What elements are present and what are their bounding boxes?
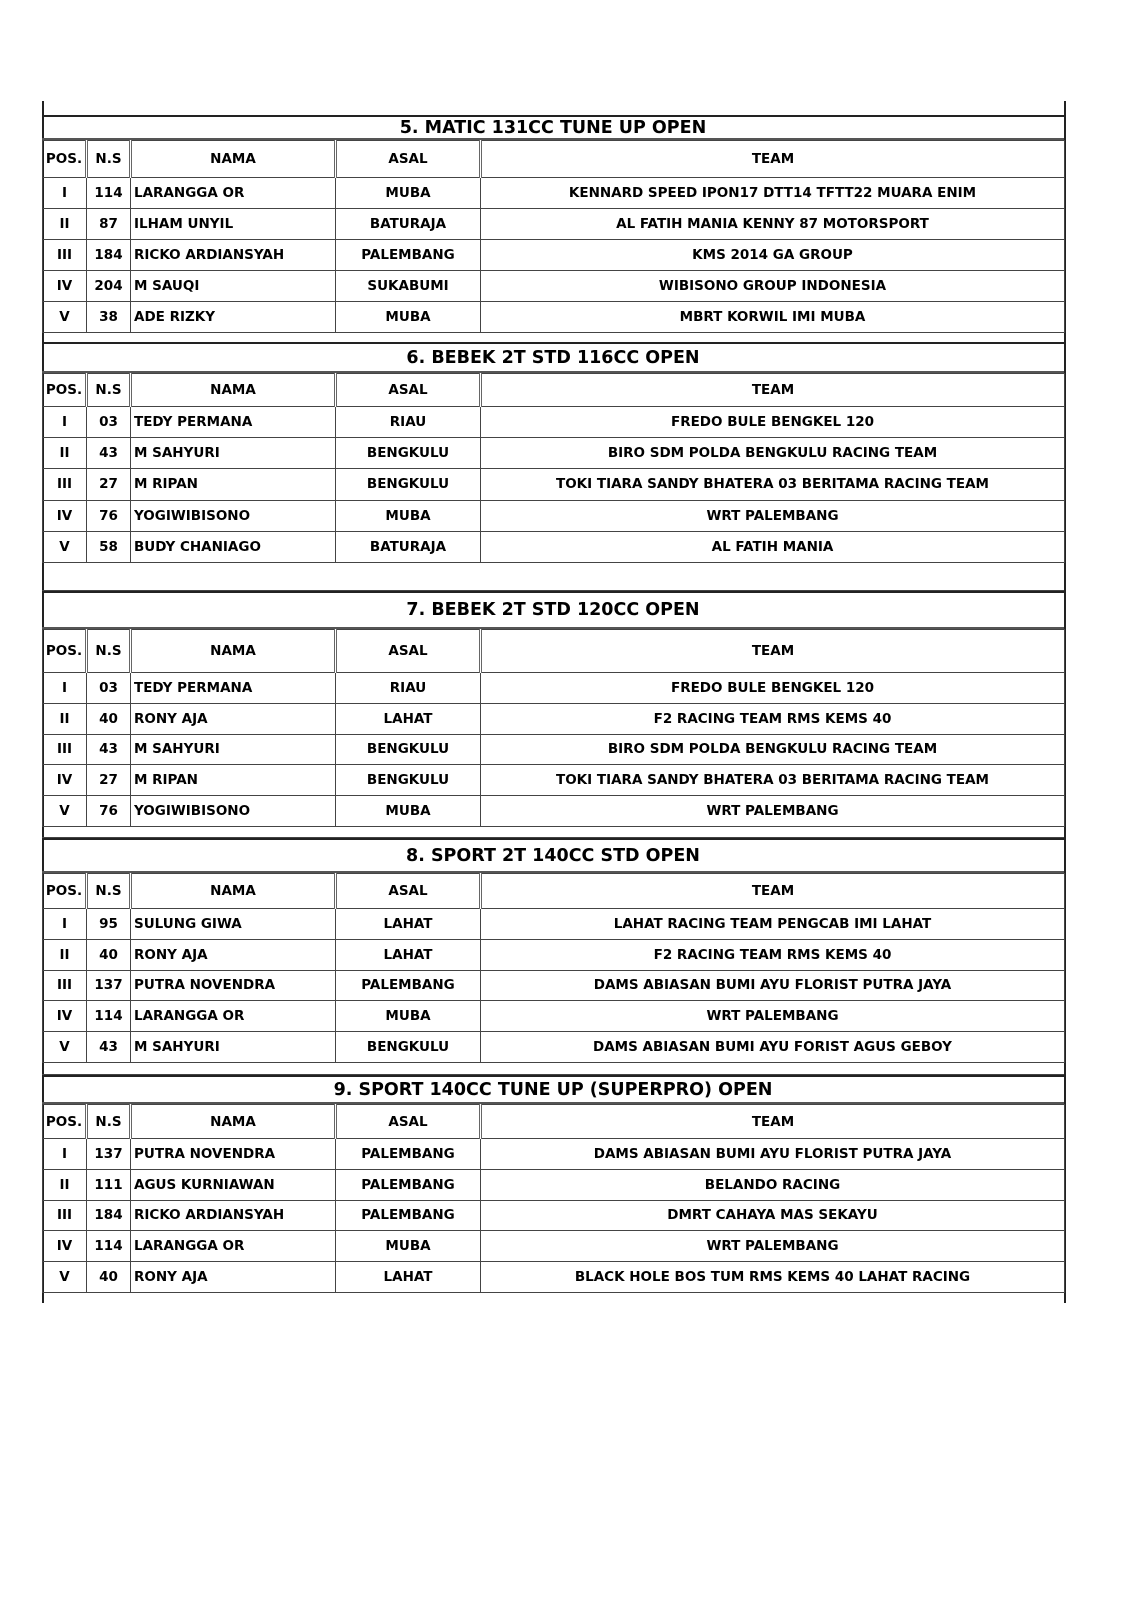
section-spacer <box>42 1293 1064 1302</box>
cell-nama: M SAUQI <box>131 271 336 302</box>
cell-ns: 40 <box>87 1262 131 1293</box>
cell-asal: BENGKULU <box>336 469 481 500</box>
race-class-section <box>42 838 1064 1075</box>
cell-pos: II <box>43 703 87 734</box>
cell-asal: MUBA <box>336 302 481 333</box>
cell-nama: PUTRA NOVENDRA <box>131 970 336 1001</box>
cell-team: WRT PALEMBANG <box>481 1001 1065 1032</box>
race-class-section <box>42 342 1064 591</box>
column-header-team: TEAM <box>481 874 1065 909</box>
race-class-title: 9. SPORT 140CC TUNE UP (SUPERPRO) OPEN <box>42 1075 1064 1104</box>
cell-asal: BENGKULU <box>336 438 481 469</box>
header-row <box>43 874 1065 909</box>
table-row <box>43 734 1065 765</box>
cell-ns: 184 <box>87 1200 131 1231</box>
race-class-title: 8. SPORT 2T 140CC STD OPEN <box>42 838 1064 873</box>
column-header-team: TEAM <box>481 374 1065 407</box>
cell-ns: 114 <box>87 178 131 209</box>
table-row <box>43 1200 1065 1231</box>
cell-asal: LAHAT <box>336 703 481 734</box>
column-header-ns: N.S <box>87 141 131 178</box>
table-row <box>43 765 1065 796</box>
section-spacer <box>42 563 1064 591</box>
column-header-pos: POS. <box>43 874 87 909</box>
cell-team: DAMS ABIASAN BUMI AYU FLORIST PUTRA JAYA <box>481 1139 1065 1170</box>
table-row <box>43 909 1065 940</box>
header-row <box>43 374 1065 407</box>
cell-nama: RICKO ARDIANSYAH <box>131 240 336 271</box>
cell-team: F2 RACING TEAM RMS KEMS 40 <box>481 939 1065 970</box>
cell-pos: I <box>43 909 87 940</box>
cell-asal: BENGKULU <box>336 734 481 765</box>
cell-nama: RONY AJA <box>131 1262 336 1293</box>
race-class-title: 6. BEBEK 2T STD 116CC OPEN <box>42 342 1064 373</box>
table-row <box>43 673 1065 704</box>
table-row <box>43 1032 1065 1063</box>
column-header-nama: NAMA <box>131 874 336 909</box>
cell-pos: III <box>43 1200 87 1231</box>
column-header-ns: N.S <box>87 874 131 909</box>
cell-nama: M RIPAN <box>131 469 336 500</box>
cell-nama: M SAHYURI <box>131 734 336 765</box>
cell-asal: RIAU <box>336 407 481 438</box>
cell-asal: MUBA <box>336 796 481 827</box>
cell-nama: LARANGGA OR <box>131 178 336 209</box>
cell-asal: MUBA <box>336 1231 481 1262</box>
cell-nama: TEDY PERMANA <box>131 673 336 704</box>
cell-pos: II <box>43 1169 87 1200</box>
column-header-pos: POS. <box>43 1105 87 1139</box>
section-spacer <box>42 1063 1064 1075</box>
column-header-ns: N.S <box>87 630 131 673</box>
cell-asal: RIAU <box>336 673 481 704</box>
table-row <box>43 796 1065 827</box>
table-row <box>43 178 1065 209</box>
cell-ns: 184 <box>87 240 131 271</box>
cell-pos: V <box>43 531 87 562</box>
cell-ns: 137 <box>87 1139 131 1170</box>
cell-pos: I <box>43 1139 87 1170</box>
cell-nama: M SAHYURI <box>131 438 336 469</box>
race-class-section <box>42 591 1064 838</box>
cell-team: AL FATIH MANIA <box>481 531 1065 562</box>
cell-asal: MUBA <box>336 500 481 531</box>
cell-team: DAMS ABIASAN BUMI AYU FORIST AGUS GEBOY <box>481 1032 1065 1063</box>
cell-team: KMS 2014 GA GROUP <box>481 240 1065 271</box>
header-row <box>43 141 1065 178</box>
cell-ns: 03 <box>87 673 131 704</box>
column-header-asal: ASAL <box>336 630 481 673</box>
cell-ns: 40 <box>87 703 131 734</box>
cell-ns: 43 <box>87 1032 131 1063</box>
column-header-asal: ASAL <box>336 1105 481 1139</box>
cell-ns: 87 <box>87 209 131 240</box>
cell-pos: III <box>43 970 87 1001</box>
table-row <box>43 531 1065 562</box>
cell-asal: BATURAJA <box>336 531 481 562</box>
cell-ns: 76 <box>87 796 131 827</box>
table-row <box>43 302 1065 333</box>
cell-ns: 27 <box>87 765 131 796</box>
cell-pos: III <box>43 240 87 271</box>
column-header-nama: NAMA <box>131 630 336 673</box>
cell-pos: II <box>43 438 87 469</box>
cell-asal: LAHAT <box>336 909 481 940</box>
cell-nama: LARANGGA OR <box>131 1001 336 1032</box>
table-row <box>43 500 1065 531</box>
cell-nama: RONY AJA <box>131 703 336 734</box>
cell-pos: V <box>43 302 87 333</box>
cell-team: BIRO SDM POLDA BENGKULU RACING TEAM <box>481 438 1065 469</box>
column-header-team: TEAM <box>481 1105 1065 1139</box>
cell-nama: YOGIWIBISONO <box>131 500 336 531</box>
cell-ns: 03 <box>87 407 131 438</box>
table-row <box>43 1001 1065 1032</box>
cell-nama: PUTRA NOVENDRA <box>131 1139 336 1170</box>
cell-team: MBRT KORWIL IMI MUBA <box>481 302 1065 333</box>
cell-asal: PALEMBANG <box>336 1139 481 1170</box>
cell-pos: III <box>43 469 87 500</box>
cell-team: DMRT CAHAYA MAS SEKAYU <box>481 1200 1065 1231</box>
race-class-section <box>42 1075 1064 1302</box>
column-header-pos: POS. <box>43 141 87 178</box>
cell-team: LAHAT RACING TEAM PENGCAB IMI LAHAT <box>481 909 1065 940</box>
cell-team: F2 RACING TEAM RMS KEMS 40 <box>481 703 1065 734</box>
header-row <box>43 1105 1065 1139</box>
cell-pos: II <box>43 939 87 970</box>
cell-pos: III <box>43 734 87 765</box>
cell-ns: 137 <box>87 970 131 1001</box>
table-row <box>43 209 1065 240</box>
table-row <box>43 1231 1065 1262</box>
cell-ns: 111 <box>87 1169 131 1200</box>
cell-team: DAMS ABIASAN BUMI AYU FLORIST PUTRA JAYA <box>481 970 1065 1001</box>
cell-ns: 114 <box>87 1001 131 1032</box>
results-table <box>42 1104 1065 1293</box>
cell-ns: 27 <box>87 469 131 500</box>
column-header-team: TEAM <box>481 141 1065 178</box>
cell-nama: LARANGGA OR <box>131 1231 336 1262</box>
cell-nama: SULUNG GIWA <box>131 909 336 940</box>
results-table <box>42 873 1065 1063</box>
race-class-title: 5. MATIC 131CC TUNE UP OPEN <box>42 115 1064 140</box>
table-row <box>43 703 1065 734</box>
column-header-nama: NAMA <box>131 141 336 178</box>
cell-pos: IV <box>43 271 87 302</box>
table-row <box>43 469 1065 500</box>
race-class-title: 7. BEBEK 2T STD 120CC OPEN <box>42 591 1064 629</box>
column-header-asal: ASAL <box>336 141 481 178</box>
column-header-ns: N.S <box>87 1105 131 1139</box>
table-row <box>43 1262 1065 1293</box>
column-header-pos: POS. <box>43 374 87 407</box>
table-row <box>43 1139 1065 1170</box>
cell-pos: V <box>43 796 87 827</box>
column-header-nama: NAMA <box>131 374 336 407</box>
cell-team: TOKI TIARA SANDY BHATERA 03 BERITAMA RACING TEAM <box>481 469 1065 500</box>
cell-asal: PALEMBANG <box>336 970 481 1001</box>
cell-team: FREDO BULE BENGKEL 120 <box>481 407 1065 438</box>
cell-asal: PALEMBANG <box>336 1169 481 1200</box>
cell-ns: 114 <box>87 1231 131 1262</box>
cell-pos: IV <box>43 500 87 531</box>
cell-nama: ILHAM UNYIL <box>131 209 336 240</box>
column-header-pos: POS. <box>43 630 87 673</box>
cell-team: BIRO SDM POLDA BENGKULU RACING TEAM <box>481 734 1065 765</box>
table-row <box>43 1169 1065 1200</box>
cell-pos: I <box>43 407 87 438</box>
cell-asal: BENGKULU <box>336 765 481 796</box>
header-row <box>43 630 1065 673</box>
cell-asal: SUKABUMI <box>336 271 481 302</box>
cell-ns: 43 <box>87 734 131 765</box>
cell-nama: AGUS KURNIAWAN <box>131 1169 336 1200</box>
cell-team: WRT PALEMBANG <box>481 1231 1065 1262</box>
cell-asal: MUBA <box>336 178 481 209</box>
cell-team: TOKI TIARA SANDY BHATERA 03 BERITAMA RACING TEAM <box>481 765 1065 796</box>
cell-team: WRT PALEMBANG <box>481 796 1065 827</box>
cell-team: FREDO BULE BENGKEL 120 <box>481 673 1065 704</box>
cell-asal: LAHAT <box>336 939 481 970</box>
cell-nama: TEDY PERMANA <box>131 407 336 438</box>
cell-nama: YOGIWIBISONO <box>131 796 336 827</box>
cell-asal: BATURAJA <box>336 209 481 240</box>
cell-pos: I <box>43 673 87 704</box>
race-class-section <box>42 115 1064 344</box>
section-spacer <box>42 827 1064 838</box>
cell-pos: IV <box>43 1231 87 1262</box>
cell-nama: M RIPAN <box>131 765 336 796</box>
cell-asal: MUBA <box>336 1001 481 1032</box>
table-row <box>43 438 1065 469</box>
results-table <box>42 140 1065 333</box>
cell-team: AL FATIH MANIA KENNY 87 MOTORSPORT <box>481 209 1065 240</box>
table-row <box>43 407 1065 438</box>
cell-asal: PALEMBANG <box>336 240 481 271</box>
cell-asal: LAHAT <box>336 1262 481 1293</box>
cell-team: KENNARD SPEED IPON17 DTT14 TFTT22 MUARA ENIM <box>481 178 1065 209</box>
cell-ns: 43 <box>87 438 131 469</box>
cell-pos: IV <box>43 1001 87 1032</box>
cell-nama: BUDY CHANIAGO <box>131 531 336 562</box>
column-header-asal: ASAL <box>336 374 481 407</box>
cell-team: WIBISONO GROUP INDONESIA <box>481 271 1065 302</box>
cell-pos: II <box>43 209 87 240</box>
cell-nama: ADE RIZKY <box>131 302 336 333</box>
table-row <box>43 240 1065 271</box>
cell-team: BLACK HOLE BOS TUM RMS KEMS 40 LAHAT RACING <box>481 1262 1065 1293</box>
cell-pos: V <box>43 1032 87 1063</box>
cell-ns: 95 <box>87 909 131 940</box>
cell-asal: BENGKULU <box>336 1032 481 1063</box>
cell-pos: V <box>43 1262 87 1293</box>
column-header-team: TEAM <box>481 630 1065 673</box>
cell-nama: RICKO ARDIANSYAH <box>131 1200 336 1231</box>
cell-pos: I <box>43 178 87 209</box>
table-row <box>43 271 1065 302</box>
cell-team: WRT PALEMBANG <box>481 500 1065 531</box>
column-header-nama: NAMA <box>131 1105 336 1139</box>
cell-ns: 76 <box>87 500 131 531</box>
cell-ns: 204 <box>87 271 131 302</box>
cell-nama: RONY AJA <box>131 939 336 970</box>
cell-pos: IV <box>43 765 87 796</box>
column-header-asal: ASAL <box>336 874 481 909</box>
table-row <box>43 939 1065 970</box>
cell-ns: 58 <box>87 531 131 562</box>
cell-asal: PALEMBANG <box>336 1200 481 1231</box>
cell-nama: M SAHYURI <box>131 1032 336 1063</box>
cell-ns: 40 <box>87 939 131 970</box>
results-table <box>42 629 1065 827</box>
table-row <box>43 970 1065 1001</box>
column-header-ns: N.S <box>87 374 131 407</box>
results-table <box>42 373 1065 563</box>
cell-team: BELANDO RACING <box>481 1169 1065 1200</box>
cell-ns: 38 <box>87 302 131 333</box>
